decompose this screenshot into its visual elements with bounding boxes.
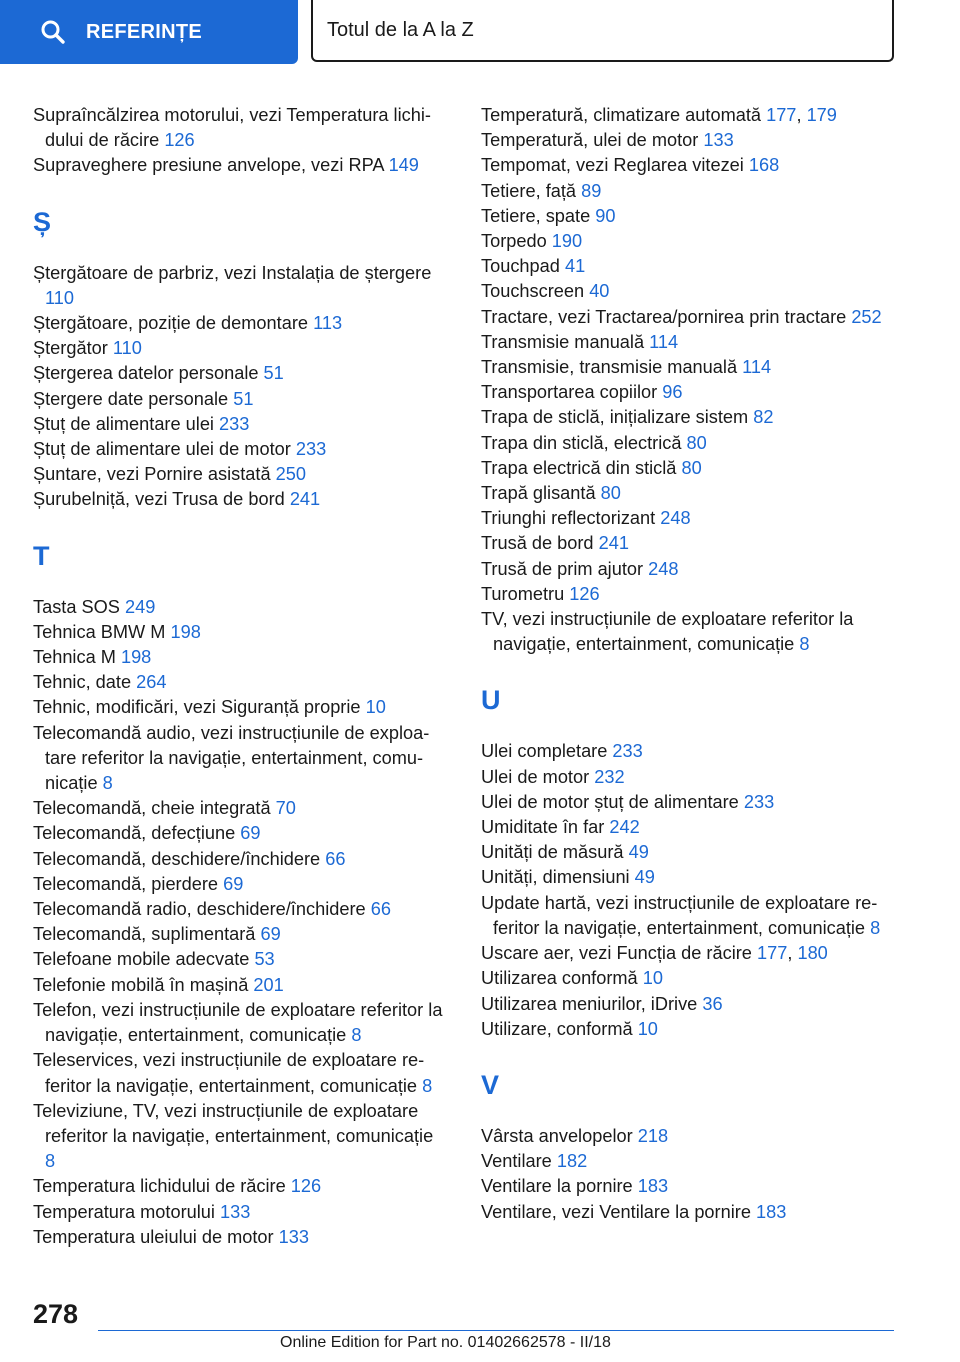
index-entry-text: Transmisie, transmisie manuală	[481, 357, 738, 378]
page-ref-link[interactable]: 126	[569, 583, 600, 604]
page-ref-link[interactable]: 126	[164, 130, 195, 151]
index-entry-text: Utilizarea conformă	[481, 968, 638, 989]
index-entry	[481, 1174, 901, 1199]
page-number: 278	[33, 1299, 79, 1329]
index-entry-text: Trapă glisantă	[481, 483, 596, 504]
index-entry	[33, 595, 448, 620]
index-entry	[481, 865, 901, 890]
index-entry-text: Televiziune, TV, vezi instrucțiunile de exploatare referitor la navigație, entertainment, comunicație	[33, 1100, 434, 1146]
section-title-tab[interactable]	[311, 0, 894, 62]
page-ref-link[interactable]: 10	[637, 1018, 658, 1039]
index-entry	[481, 405, 901, 430]
page-ref-link[interactable]: 264	[136, 672, 167, 693]
index-entry	[33, 796, 448, 821]
page-ref-link[interactable]: 133	[703, 130, 734, 151]
page-ref-link[interactable]: 69	[240, 823, 261, 844]
index-entry-text: Șuntare, vezi Pornire asistată	[33, 464, 271, 485]
index-entry	[481, 179, 901, 204]
index-entry	[33, 872, 448, 897]
index-entry-text: Telecomandă radio, deschidere/închidere	[33, 899, 366, 920]
edition-info: Online Edition for Part no. 01402662578 - II/18	[280, 1334, 611, 1351]
page-ref-link[interactable]: 82	[753, 407, 774, 428]
index-entry	[481, 355, 901, 380]
index-entry	[33, 336, 448, 361]
index-entry-text: Telecomandă, pierdere	[33, 873, 219, 894]
index-entry	[481, 456, 901, 481]
index-entry	[33, 847, 448, 872]
index-entry-text: Ștergătoare, poziție de demontare	[33, 313, 309, 334]
page-ref-link[interactable]: 114	[649, 331, 679, 352]
page-ref-link[interactable]: 90	[595, 205, 616, 226]
page-header	[0, 0, 960, 66]
index-entry-text: Temperatura uleiului de motor	[33, 1226, 274, 1247]
index-column-left	[33, 103, 448, 1250]
index-entry	[481, 1149, 901, 1174]
index-entry-text: Telecomandă audio, vezi instrucțiunile de exploatare referitor la navigație, entertainment, comunicație	[33, 722, 430, 794]
index-entry-text: Ventilare la pornire	[481, 1176, 633, 1197]
page-ref-link[interactable]: 190	[551, 231, 583, 252]
page-ref-link[interactable]: 114	[742, 357, 772, 378]
page-ref-link[interactable]: 53	[254, 949, 275, 970]
index-entry-text: Touchscreen	[481, 281, 585, 302]
index-entry-text: Uscare aer, vezi Funcția de răcire	[481, 943, 752, 964]
index-entry-text: Tractare, vezi Tractarea/pornirea prin tractare	[481, 306, 847, 327]
index-entry	[33, 311, 448, 336]
page-ref-link[interactable]: 8	[45, 1151, 56, 1172]
page-ref-link[interactable]: 69	[260, 924, 281, 945]
page-ref-link[interactable]: 8	[102, 773, 113, 794]
page-ref-link[interactable]: 49	[634, 867, 655, 888]
index-entry	[33, 998, 448, 1048]
page-ref-link[interactable]: 180	[797, 943, 828, 964]
page-ref-link[interactable]: 66	[325, 848, 346, 869]
page-ref-link[interactable]: 8	[422, 1075, 433, 1096]
index-entry-text: Trusă de bord	[481, 533, 594, 554]
page-ref-link[interactable]: 113	[313, 313, 343, 334]
index-entry-text: Ventilare, vezi Ventilare la pornire	[481, 1201, 751, 1222]
index-entry	[33, 1225, 448, 1250]
page-ref-link[interactable]: 249	[125, 596, 156, 617]
index-entry-text: Tehnica M	[33, 647, 116, 668]
index-entry-text: Telecomandă, defecțiune	[33, 823, 236, 844]
page-ref-link[interactable]: 242	[609, 817, 640, 838]
index-entry-text: Turometru	[481, 583, 565, 604]
index-entry	[33, 462, 448, 487]
index-entry-text: Torpedo	[481, 231, 547, 252]
index-entry-text: Temperatura motorului	[33, 1201, 215, 1222]
index-entry	[33, 695, 448, 720]
page-ref-link[interactable]: 179	[806, 105, 837, 125]
index-entry	[481, 557, 901, 582]
index-entry-text: Ștuț de alimentare ulei	[33, 413, 214, 434]
index-entry	[481, 739, 901, 764]
index-entry-text: Ștergătoare de parbriz, vezi Instalația de ștergere	[33, 262, 432, 283]
index-entry	[481, 891, 901, 941]
search-icon	[40, 19, 66, 45]
page-ref-link[interactable]: 248	[648, 558, 679, 579]
index-letter-heading: T	[33, 540, 50, 571]
index-entry-text: Tasta SOS	[33, 596, 120, 617]
page-ref-link[interactable]: 252	[851, 306, 882, 327]
index-entry	[481, 153, 901, 178]
index-entry-text: Tetiere, spate	[481, 205, 591, 226]
page-ref-link[interactable]: 51	[263, 363, 284, 384]
references-tab-label: REFERINȚE	[86, 20, 203, 43]
page-ref-link[interactable]: 96	[662, 382, 683, 403]
index-entry-text: Trapa electrică din sticlă	[481, 457, 677, 478]
index-entry-text: Update hartă, vezi instrucțiunile de exploatare referitor la navigație, entertainment, comunicație	[481, 892, 878, 938]
index-entry	[33, 922, 448, 947]
page-ref-link[interactable]: 10	[365, 697, 386, 718]
index-entry	[481, 790, 901, 815]
index-entry	[33, 487, 448, 512]
index-entry	[33, 947, 448, 972]
page-ref-link[interactable]: 80	[600, 483, 621, 504]
index-entry	[481, 204, 901, 229]
index-letter-heading: Ș	[33, 206, 52, 237]
index-entry	[481, 279, 901, 304]
index-entry	[33, 1174, 448, 1199]
index-entry	[33, 103, 448, 153]
page-ref-link[interactable]: 126	[290, 1176, 322, 1197]
index-entry-text: Șurubelniță, vezi Trusa de bord	[33, 489, 285, 510]
index-entry	[33, 1048, 448, 1098]
index-entry-text: Triunghi reflectorizant	[481, 508, 656, 529]
page-ref-link[interactable]: 133	[220, 1201, 251, 1222]
index-entry	[481, 582, 901, 607]
page-ref-link[interactable]: 69	[223, 873, 244, 894]
index-entry	[481, 1200, 901, 1225]
index-entry-text: Umiditate în far	[481, 817, 605, 838]
index-entry	[481, 330, 901, 355]
page-ref-link[interactable]: 183	[637, 1176, 669, 1197]
index-entry	[481, 941, 901, 966]
index-entry	[481, 992, 901, 1017]
index-entry	[481, 481, 901, 506]
page-ref-link[interactable]: 89	[581, 180, 602, 201]
page-ref-link[interactable]: 201	[253, 974, 284, 995]
index-entry	[33, 620, 448, 645]
index-entry	[481, 966, 901, 991]
index-entry	[33, 897, 448, 922]
index-entry	[481, 380, 901, 405]
page-ref-link[interactable]: 110	[45, 287, 74, 308]
index-entry-text: Teleservices, vezi instrucțiunile de exploatare referitor la navigație, entertainment, comunicație	[33, 1050, 425, 1096]
footer-divider	[98, 1330, 894, 1331]
index-entry	[33, 973, 448, 998]
page-ref-link[interactable]: 10	[642, 968, 663, 989]
index-entry-text: TV, vezi instrucțiunile de exploatare referitor la navigație, entertainment, comunicație	[481, 609, 854, 655]
index-letter-heading: V	[481, 1069, 500, 1100]
index-entry	[33, 261, 448, 311]
index-entry-text: Supraveghere presiune anvelope, vezi RPA	[33, 155, 384, 176]
index-entry	[481, 229, 901, 254]
index-entry	[481, 1124, 901, 1149]
index-entry-text: Ștergător	[33, 338, 108, 359]
page-ref-link[interactable]: 177	[766, 105, 797, 125]
index-entry-text: Ulei completare	[481, 741, 608, 762]
page-ref-link[interactable]: 110	[112, 338, 142, 359]
index-entry-text: Trusă de prim ajutor	[481, 558, 644, 579]
page-ref-link[interactable]: 80	[681, 457, 702, 478]
page-ref-link[interactable]: 241	[598, 533, 629, 554]
page-ref-link[interactable]: 250	[275, 464, 306, 485]
index-entry-text: Unități de măsură	[481, 842, 624, 863]
index-entry-text: Vârsta anvelopelor	[481, 1125, 633, 1146]
index-entry-text: Supraîncălzirea motorului, vezi Temperatura lichidului de răcire	[33, 105, 431, 151]
page-ref-link[interactable]: 133	[278, 1226, 310, 1247]
section-title: Totul de la A la Z	[327, 18, 474, 41]
page-ref-link[interactable]: 232	[594, 766, 625, 787]
index-entry	[33, 153, 448, 178]
index-entry	[33, 437, 448, 462]
page-separator: ,	[796, 105, 802, 125]
index-entry	[481, 103, 901, 128]
index-entry-text: Tempomat, vezi Reglarea vitezei	[481, 155, 744, 176]
index-entry	[33, 1099, 448, 1175]
index-entry	[33, 645, 448, 670]
index-entry	[33, 387, 448, 412]
page-ref-link[interactable]: 198	[170, 621, 201, 642]
index-entry-text: Tehnic, date	[33, 672, 132, 693]
index-entry-text: Trapa de sticlă, inițializare sistem	[481, 407, 749, 428]
references-tab[interactable]	[0, 0, 298, 64]
page-ref-link[interactable]: 241	[289, 489, 321, 510]
index-letter-heading: U	[481, 685, 501, 716]
page-ref-link[interactable]: 233	[219, 413, 250, 434]
index-entry-text: Transmisie manuală	[481, 331, 645, 352]
page-ref-link[interactable]: 70	[275, 798, 296, 819]
page-separator: ,	[787, 943, 793, 964]
index-entry-text: Ștergerea datelor personale	[33, 363, 259, 384]
page-ref-link[interactable]: 168	[748, 155, 780, 176]
index-entry-text: Telefon, vezi instrucțiunile de exploatare referitor la navigație, entertainment, comunicație	[33, 999, 443, 1046]
page-ref-link[interactable]: 183	[756, 1201, 787, 1222]
index-entry-text: Tetiere, față	[481, 180, 577, 201]
index-entry	[33, 721, 448, 797]
index-column-right	[481, 103, 901, 1225]
index-entry-text: Tehnic, modificări, vezi Siguranță proprie	[33, 697, 361, 718]
index-entry-text: Telefonie mobilă în mașină	[33, 974, 249, 995]
index-entry-text: Ventilare	[481, 1151, 552, 1172]
page-ref-link[interactable]: 49	[628, 842, 649, 863]
index-entry	[481, 431, 901, 456]
index-entry-text: Telecomandă, deschidere/închidere	[33, 848, 321, 869]
page-ref-link[interactable]: 218	[637, 1125, 669, 1146]
index-entry-text: Telecomandă, cheie integrată	[33, 798, 271, 819]
page-ref-link[interactable]: 233	[743, 791, 775, 812]
page-ref-link[interactable]: 149	[388, 155, 419, 176]
page-ref-link[interactable]: 233	[295, 439, 327, 460]
index-entry	[481, 128, 901, 153]
page-ref-link[interactable]: 41	[564, 256, 586, 277]
index-entry	[33, 821, 448, 846]
page-ref-link[interactable]: 80	[686, 432, 707, 453]
page-ref-link[interactable]: 233	[612, 741, 643, 762]
index-entry-text: Ulei de motor ștuț de alimentare	[481, 791, 739, 812]
index-entry	[481, 1017, 901, 1042]
index-entry-text: Telefoane mobile adecvate	[33, 949, 250, 970]
page-ref-link[interactable]: 8	[870, 917, 881, 938]
index-entry-text: Tehnica BMW M	[33, 621, 166, 642]
index-entry-text: Utilizare, conformă	[481, 1018, 633, 1039]
index-entry-text: Ulei de motor	[481, 766, 590, 787]
index-entry	[33, 670, 448, 695]
index-entry-text: Temperatură, ulei de motor	[481, 130, 699, 151]
index-entry-text: Unități, dimensiuni	[481, 867, 630, 888]
page-ref-link[interactable]: 66	[370, 899, 391, 920]
index-entry-text: Ștergere date personale	[33, 388, 229, 409]
page-ref-link[interactable]: 51	[233, 388, 254, 409]
page-ref-link[interactable]: 198	[120, 647, 152, 668]
index-entry-text: Ștuț de alimentare ulei de motor	[33, 439, 291, 460]
page-ref-link[interactable]: 248	[660, 508, 691, 529]
index-entry	[481, 506, 901, 531]
index-entry-text: Temperatură, climatizare automată	[481, 105, 762, 125]
index-entry-text: Utilizarea meniurilor, iDrive	[481, 993, 698, 1014]
index-entry	[481, 765, 901, 790]
index-entry	[481, 305, 901, 330]
index-entry-text: Telecomandă, suplimentară	[33, 924, 256, 945]
index-entry-text: Trapa din sticlă, electrică	[481, 432, 682, 453]
page-ref-link[interactable]: 8	[351, 1025, 362, 1046]
index-entry	[33, 412, 448, 437]
index-entry-text: Temperatura lichidului de răcire	[33, 1176, 286, 1197]
index-entry	[481, 840, 901, 865]
index-entry	[481, 607, 901, 657]
page-ref-link[interactable]: 182	[556, 1151, 588, 1172]
index-entry	[481, 815, 901, 840]
page-ref-link[interactable]: 8	[799, 634, 810, 655]
page-ref-link[interactable]: 40	[589, 281, 610, 302]
index-entry	[33, 361, 448, 386]
page-ref-link[interactable]: 36	[702, 993, 723, 1014]
index-entry-text: Transportarea copiilor	[481, 382, 658, 403]
index-entry-text: Touchpad	[481, 256, 560, 277]
index-entry	[481, 254, 901, 279]
index-entry	[481, 531, 901, 556]
page-ref-link[interactable]: 177	[756, 943, 788, 964]
index-entry	[33, 1200, 448, 1225]
